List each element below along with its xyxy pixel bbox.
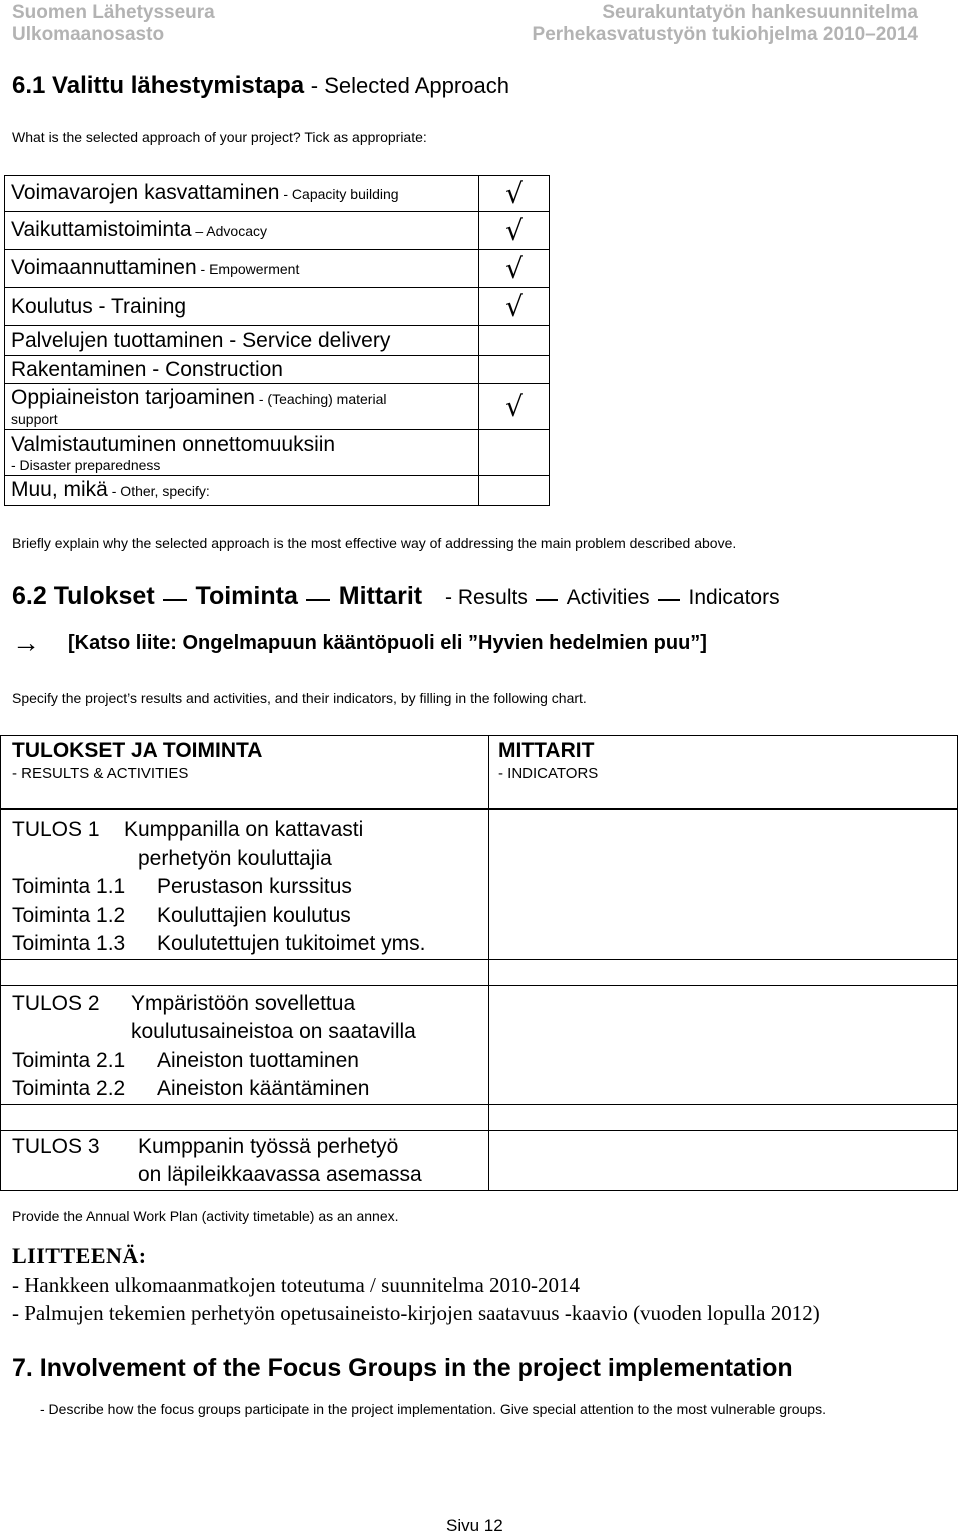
approach-label: Voimavarojen kasvattaminen - Capacity building (5, 176, 479, 212)
approach-checkbox[interactable] (479, 430, 550, 476)
indicator-1-cell[interactable] (489, 810, 958, 960)
approach-label: Rakentaminen - Construction (5, 356, 479, 384)
table-row (1, 1130, 958, 1190)
annex-reference-note: [Katso liite: Ongelmapuun kääntöpuoli eli ”Hyvien hedelmien puu”] (68, 632, 707, 654)
results-table-header (1, 736, 958, 809)
approach-label: Koulutus - Training (5, 288, 479, 326)
approach-row (5, 430, 550, 476)
table-row (1, 1104, 958, 1130)
approach-checkbox[interactable]: √ (479, 288, 550, 326)
annex-instruction: Provide the Annual Work Plan (activity timetable) as an annex. (12, 1208, 399, 1224)
section-6-2-sub-c: Indicators (688, 586, 780, 609)
header-program: Perhekasvatustyön tukiohjelma 2010–2014 (532, 24, 918, 45)
indicators-heading: MITTARIT (498, 739, 595, 762)
approach-row (5, 212, 550, 250)
approach-row (5, 384, 550, 430)
attachment-item: - Hankkeen ulkomaanmatkojen toteutuma / suunnitelma 2010-2014 (12, 1273, 581, 1297)
approach-checkbox[interactable]: √ (479, 384, 550, 430)
section-6-2-title (12, 582, 780, 611)
approach-checkbox[interactable] (479, 356, 550, 384)
results-table (0, 735, 958, 1191)
approach-row (5, 476, 550, 506)
section-6-2-sub-a: - Results (445, 586, 528, 609)
header-dept: Ulkomaanosasto (12, 24, 165, 45)
approach-label: Muu, mikä - Other, specify: (5, 476, 479, 506)
results-activities-header (1, 736, 489, 809)
approach-row (5, 176, 550, 212)
page-number: Sivu 12 (446, 1516, 503, 1535)
header-org: Suomen Lähetysseura (12, 2, 215, 23)
section-6-2-sub-b: Activities (566, 586, 650, 609)
approach-checkbox[interactable]: √ (479, 212, 550, 250)
specify-instruction: Specify the project’s results and activities, and their indicators, by filling in the following chart. (12, 690, 587, 706)
spacer-cell (1, 1104, 489, 1130)
approach-label: Vaikuttamistoiminta – Advocacy (5, 212, 479, 250)
explain-instruction: Briefly explain why the selected approach is the most effective way of addressing the main problem described above. (12, 535, 737, 551)
result-1-cell: TULOS 1 Kumppanilla on kattavasti perhetyön kouluttajia Toiminta 1.1 Perustason kurssitus Toiminta 1.2 Kouluttajien koulutus Toiminta 1.3 Koulutettujen tukitoimet yms. (1, 810, 489, 960)
approach-table (4, 175, 550, 506)
approach-label: Voimaannuttaminen - Empowerment (5, 250, 479, 288)
attachment-item: - Palmujen tekemien perhetyön opetusaineisto-kirjojen saatavuus -kaavio (vuoden lopulla 2012) (12, 1301, 820, 1325)
approach-checkbox[interactable]: √ (479, 176, 550, 212)
results-activities-heading: TULOKSET JA TOIMINTA (12, 739, 263, 762)
results-activities-subheading: - RESULTS & ACTIVITIES (12, 765, 189, 782)
arrow-right-icon: → (12, 627, 40, 658)
indicators-header (489, 736, 958, 809)
section-6-1-title (12, 72, 509, 100)
approach-label: Oppiaineiston tarjoaminen - (Teaching) material support (5, 384, 479, 430)
indicator-3-cell[interactable] (489, 1130, 958, 1190)
approach-row (5, 326, 550, 356)
indicator-spacer-cell[interactable] (489, 1104, 958, 1130)
header-doc-title: Seurakuntatyön hankesuunnitelma (602, 2, 918, 23)
approach-label: Valmistautuminen onnettomuuksiin - Disaster preparedness (5, 430, 479, 476)
indicator-spacer-cell[interactable] (489, 959, 958, 985)
result-3-cell: TULOS 3 Kumppanin työssä perhetyö on läpileikkaavassa asemassa (1, 1130, 489, 1190)
table-row (1, 959, 958, 985)
section-6-2-heading-b: Toiminta (195, 582, 298, 610)
section-6-1-subtitle: - Selected Approach (310, 73, 509, 98)
section-6-1-heading: 6.1 Valittu lähestymistapa (12, 72, 305, 99)
approach-row (5, 288, 550, 326)
table-row (1, 985, 958, 1104)
approach-row (5, 250, 550, 288)
section-6-2-heading-c: Mittarit (338, 582, 423, 610)
section-6-2-heading-a: 6.2 Tulokset (12, 582, 155, 610)
spacer-cell (1, 959, 489, 985)
approach-label: Palvelujen tuottaminen - Service delivery (5, 326, 479, 356)
indicators-subheading: - INDICATORS (498, 765, 599, 782)
indicator-2-cell[interactable] (489, 985, 958, 1104)
result-2-cell: TULOS 2 Ympäristöön sovellettua koulutusaineistoa on saatavilla Toiminta 2.1 Aineiston tuottaminen Toiminta 2.2 Aineiston kääntäminen (1, 985, 489, 1104)
table-row (1, 810, 958, 960)
approach-checkbox[interactable] (479, 476, 550, 506)
section-7-instruction: - Describe how the focus groups participate in the project implementation. Give special attention to the most vulnerable groups. (40, 1401, 826, 1417)
approach-checkbox[interactable]: √ (479, 250, 550, 288)
approach-checkbox[interactable] (479, 326, 550, 356)
section-7-title: 7. Involvement of the Focus Groups in the project implementation (12, 1354, 793, 1382)
approach-question: What is the selected approach of your project? Tick as appropriate: (12, 129, 427, 145)
attachments-title: LIITTEENÄ: (12, 1243, 147, 1268)
approach-row (5, 356, 550, 384)
